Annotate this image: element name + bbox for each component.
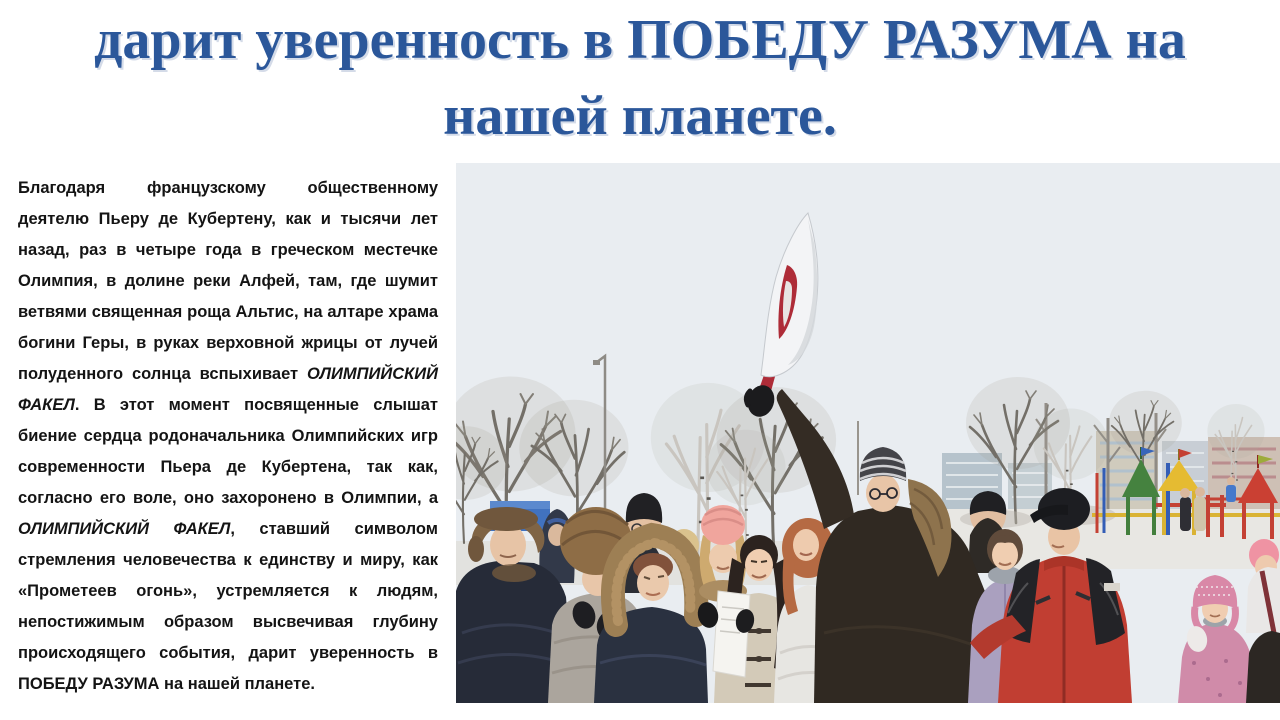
slide-title-line2: нашей планете.: [443, 85, 837, 147]
slide-title: [0, 2, 1280, 154]
photo-haze: [456, 163, 1280, 703]
body-paragraph: [18, 173, 438, 700]
slide-title-line1: дарит уверенность в ПОБЕДУ РАЗУМА на: [94, 9, 1186, 71]
photo-canvas: [456, 163, 1280, 703]
body-emphasis-run: ОЛИМПИЙСКИЙ ФАКЕЛ: [18, 364, 438, 414]
body-text-run: . В этот момент посвященные слышат биение сердца родоначальника Олимпийских игр современности Пьера де Кубертена, так как, согласно его воле, оно захоронено в Олимпии, а: [18, 395, 438, 507]
photo-olympic-torch-crowd: [456, 163, 1280, 703]
body-text-run: Благодаря французскому общественному деятелю Пьеру де Кубертену, как и тысячи лет назад, раз в четыре года в греческом местечке Олимпия, в долине реки Алфей, там, где шумит ветвями священная роща Альтис, на алтаре храма богини Геры, в руках верховной жрицы от лучей полуденного солнца вспыхивает: [18, 178, 438, 383]
body-emphasis-run: ОЛИМПИЙСКИЙ ФАКЕЛ: [18, 519, 231, 538]
body-text-run: , ставший символом стремления человечества к единству и миру, как «Прометеев огонь», устремляется к людям, непостижимым образом высвечивая глубину происходящего события, дарит уверенность в ПОБЕДУ РАЗУМА на нашей планете.: [18, 519, 438, 693]
